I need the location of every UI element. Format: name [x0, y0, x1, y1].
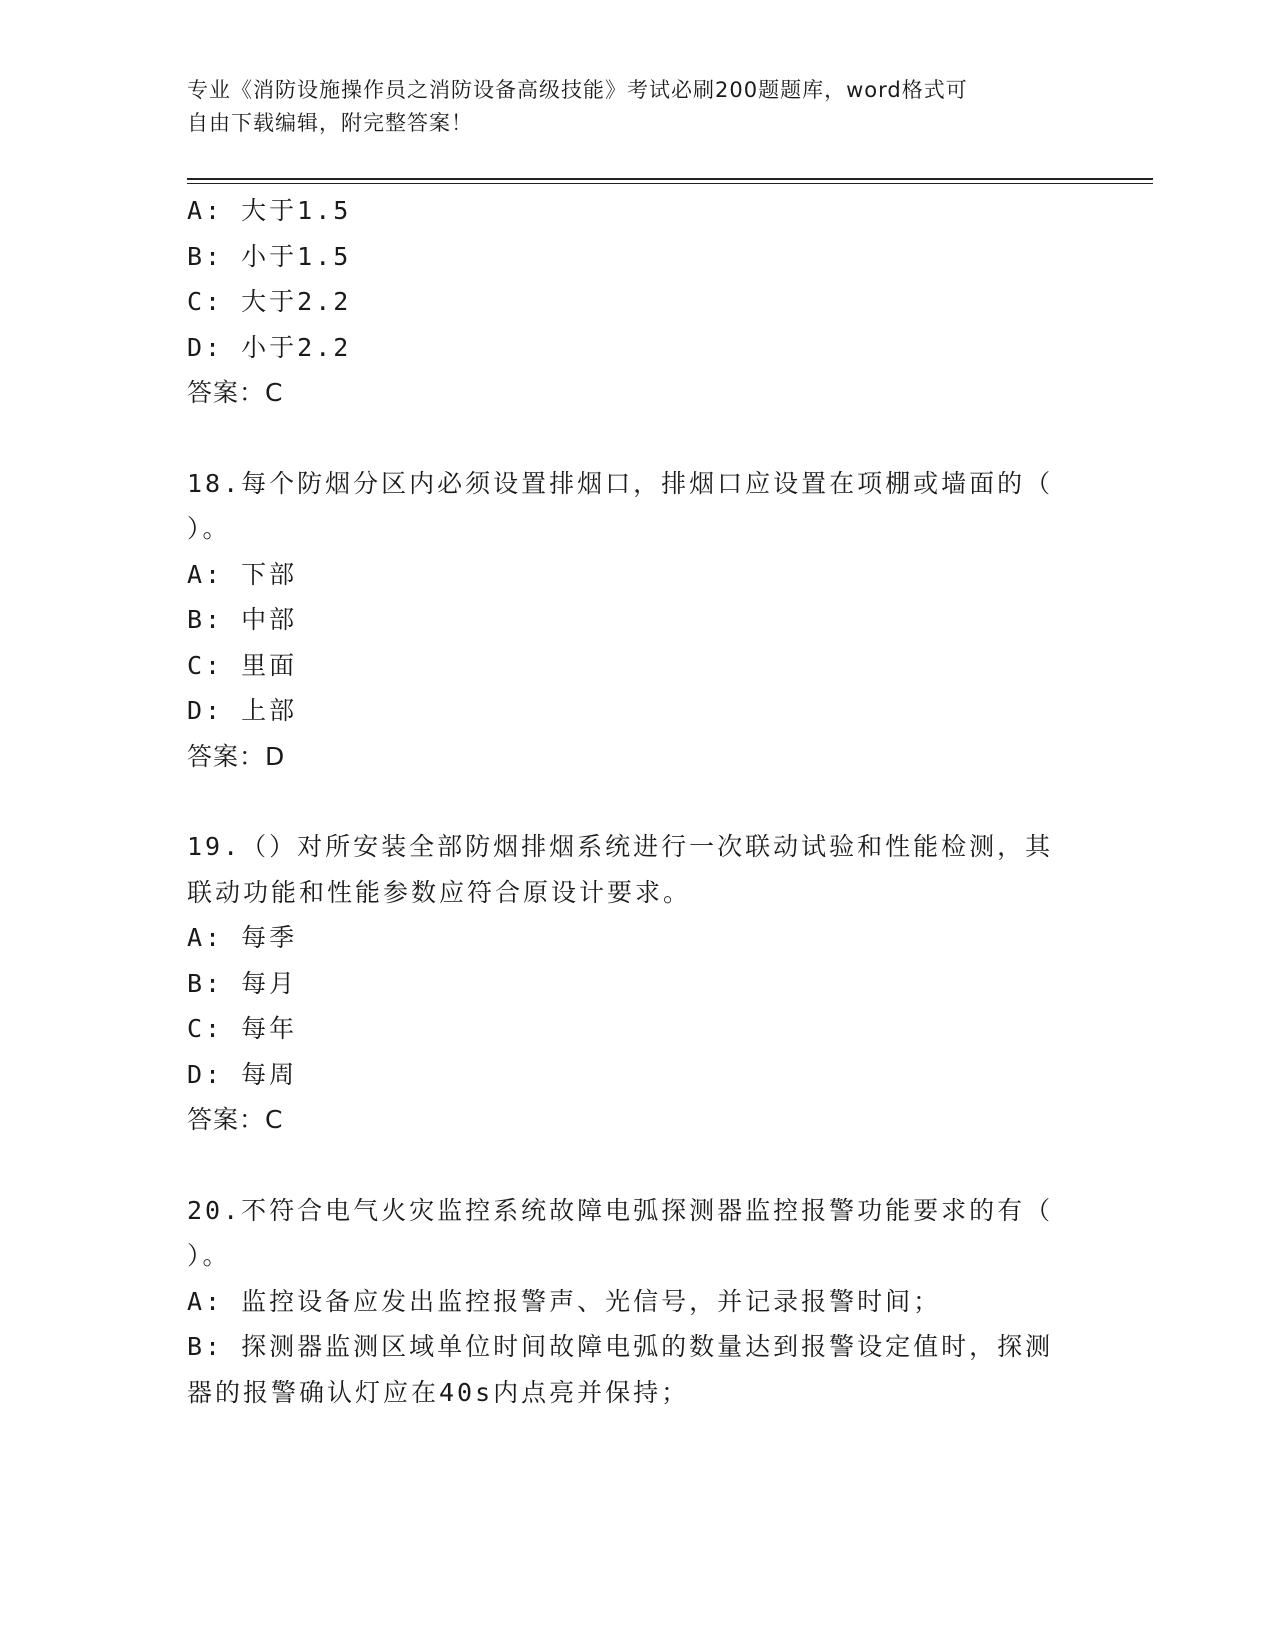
option-d: D: 上部: [187, 696, 298, 725]
question-stem-cont: ）。: [187, 514, 231, 543]
answer: 答案：C: [187, 378, 284, 407]
option-d: D: 小于2.2: [187, 332, 352, 362]
question-stem: 18.每个防烟分区内必须设置排烟口，排烟口应设置在项棚或墙面的（: [187, 468, 1054, 498]
option-b: B: 中部: [187, 605, 298, 634]
option-b: B: 每月: [187, 968, 298, 998]
answer: 答案：D: [187, 741, 286, 771]
option-c: C: 每年: [187, 1014, 298, 1043]
question-list: [187, 188, 1087, 1415]
header-divider-thick: [187, 178, 1153, 180]
option-d: D: 每周: [187, 1059, 298, 1089]
header-line-2: 自由下载编辑，附完整答案！: [187, 111, 473, 135]
option-a: A: 监控设备应发出监控报警声、光信号，并记录报警时间；: [187, 1286, 942, 1316]
header-divider-thin: [187, 183, 1153, 184]
question-18: [187, 461, 1087, 780]
question-17: [187, 188, 1087, 416]
option-b-cont: 器的报警确认灯应在40s内点亮并保持；: [187, 1377, 690, 1407]
question-20: [187, 1188, 1087, 1416]
question-stem-cont: ）。: [187, 1241, 231, 1270]
header-line-1: 专业《消防设施操作员之消防设备高级技能》考试必刷200题题库，word格式可: [187, 78, 968, 102]
question-19: [187, 824, 1087, 1143]
option-b: B: 小于1.5: [187, 241, 352, 271]
document-header: [187, 74, 1067, 140]
option-a: A: 每季: [187, 923, 298, 952]
question-stem-cont: 联动功能和性能参数应符合原设计要求。: [187, 877, 692, 907]
question-stem: 20.不符合电气火灾监控系统故障电弧探测器监控报警功能要求的有（: [187, 1195, 1054, 1225]
option-a: A: 下部: [187, 559, 298, 589]
question-stem: 19.（）对所安装全部防烟排烟系统进行一次联动试验和性能检测，其: [187, 832, 1054, 861]
option-b: B: 探测器监测区域单位时间故障电弧的数量达到报警设定值时，探测: [187, 1332, 1054, 1361]
option-c: C: 里面: [187, 650, 298, 680]
option-c: C: 大于2.2: [187, 287, 352, 316]
answer: 答案：C: [187, 1105, 284, 1134]
option-a: A: 大于1.5: [187, 196, 352, 225]
